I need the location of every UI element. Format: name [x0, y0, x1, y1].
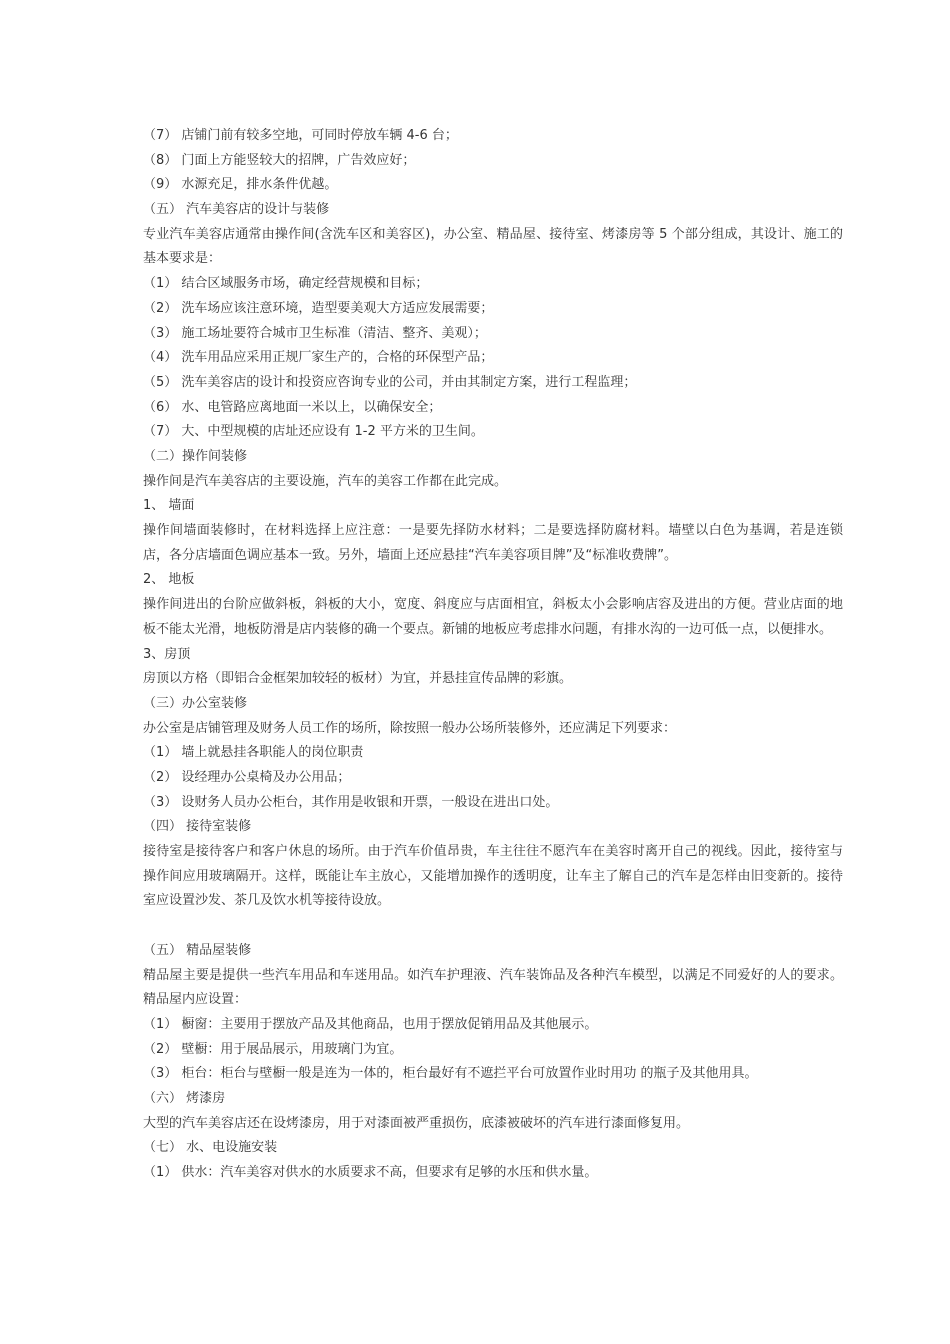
section-heading: （四） 接待室装修 — [143, 819, 252, 835]
list-item: （2） 壁橱：用于展品展示，用玻璃门为宜。 — [143, 1041, 403, 1057]
paragraph: 精品屋主要是提供一些汽车用品和车迷用品。如汽车护理液、汽车装饰品及各种汽车模型，以满足不同爱好的人的要求。精品屋内应设置： — [143, 967, 843, 1008]
section-heading: （五） 汽车美容店的设计与装修 — [143, 202, 330, 218]
list-item: （7） 大、中型规模的店址还应设有 1-2 平方米的卫生间。 — [143, 424, 484, 440]
paragraph: 专业汽车美容店通常由操作间(含洗车区和美容区)，办公室、精品屋、接待室、烤漆房等 5 个部分组成，其设计、施工的基本要求是： — [143, 226, 843, 267]
section-heading: （七） 水、电设施安装 — [143, 1140, 278, 1156]
section-heading: （五） 精品屋装修 — [143, 942, 252, 958]
list-item: （5） 洗车美容店的设计和投资应咨询专业的公司，并由其制定方案，进行工程监理； — [143, 374, 637, 390]
paragraph: 操作间是汽车美容店的主要设施，汽车的美容工作都在此完成。 — [143, 473, 508, 489]
subsection-heading: 3、房顶 — [143, 646, 191, 662]
list-item: （6） 水、电管路应离地面一米以上，以确保安全； — [143, 399, 442, 415]
list-item: （3） 设财务人员办公柜台，其作用是收银和开票，一般设在进出口处。 — [143, 794, 559, 810]
list-item: （2） 洗车场应该注意环境，造型要美观大方适应发展需要； — [143, 300, 494, 316]
paragraph: 大型的汽车美容店还在设烤漆房，用于对漆面被严重损伤，底漆被破坏的汽车进行漆面修复用。 — [143, 1115, 690, 1131]
paragraph: 接待室是接待客户和客户休息的场所。由于汽车价值昂贵，车主往往不愿汽车在美容时离开自己的视线。因此，接待室与操作间应用玻璃隔开。这样，既能让车主放心，又能增加操作的透明度，让车主了解自己的汽车是怎样由旧变新的。接待室应设置沙发、茶几及饮水机等接待设放。 — [143, 844, 843, 909]
list-item: （3） 施工场址要符合城市卫生标准（清洁、整齐、美观）； — [143, 325, 487, 341]
list-item: （7） 店铺门前有较多空地，可同时停放车辆 4-6 台； — [143, 128, 458, 143]
paragraph: 办公室是店铺管理及财务人员工作的场所，除按照一般办公场所装修外，还应满足下列要求： — [143, 720, 677, 736]
paragraph: 操作间进出的台阶应做斜板，斜板的大小，宽度、斜度应与店面相宜，斜板太小会影响店容及进出的方便。营业店面的地板不能太光滑，地板防滑是店内装修的确一个要点。新铺的地板应考虑排水问题，有排水沟的一边可低一点，以便排水。 — [143, 597, 843, 637]
paragraph: 操作间墙面装修时，在材料选择上应注意：一是要先择防水材料；二是要选择防腐材料。墙壁以白色为基调，若是连锁店，各分店墙面色调应基本一致。另外，墙面上还应悬挂“汽车美容项目牌”及“标准收费牌”。 — [143, 523, 843, 563]
blank-line — [143, 914, 843, 939]
section-heading: （六） 烤漆房 — [143, 1090, 226, 1106]
section-heading: （二）操作间装修 — [143, 448, 248, 464]
list-item: （9） 水源充足，排水条件优越。 — [143, 177, 338, 193]
list-item: （1） 结合区域服务市场，确定经营规模和目标； — [143, 276, 429, 292]
subsection-heading: 1、 墙面 — [143, 498, 195, 514]
subsection-heading: 2、 地板 — [143, 572, 195, 588]
list-item: （8） 门面上方能竖较大的招牌，广告效应好； — [143, 152, 416, 168]
document-body — [143, 124, 843, 1186]
paragraph: 房顶以方格（即铝合金框架加较轻的板材）为宜，并悬挂宣传品牌的彩旗。 — [143, 671, 573, 687]
list-item: （1） 橱窗：主要用于摆放产品及其他商品，也用于摆放促销用品及其他展示。 — [143, 1016, 598, 1032]
list-item: （2） 设经理办公桌椅及办公用品； — [143, 769, 351, 785]
list-item: （1） 供水：汽车美容对供水的水质要求不高，但要求有足够的水压和供水量。 — [143, 1165, 598, 1181]
list-item: （4） 洗车用品应采用正规厂家生产的，合格的环保型产品； — [143, 350, 494, 366]
list-item: （1） 墙上就悬挂各职能人的岗位职责 — [143, 745, 364, 761]
section-heading: （三）办公室装修 — [143, 695, 248, 711]
list-item: （3） 柜台：柜台与壁橱一般是连为一体的，柜台最好有不遮拦平台可放置作业时用功 的瓶子及其他用具。 — [143, 1066, 758, 1082]
